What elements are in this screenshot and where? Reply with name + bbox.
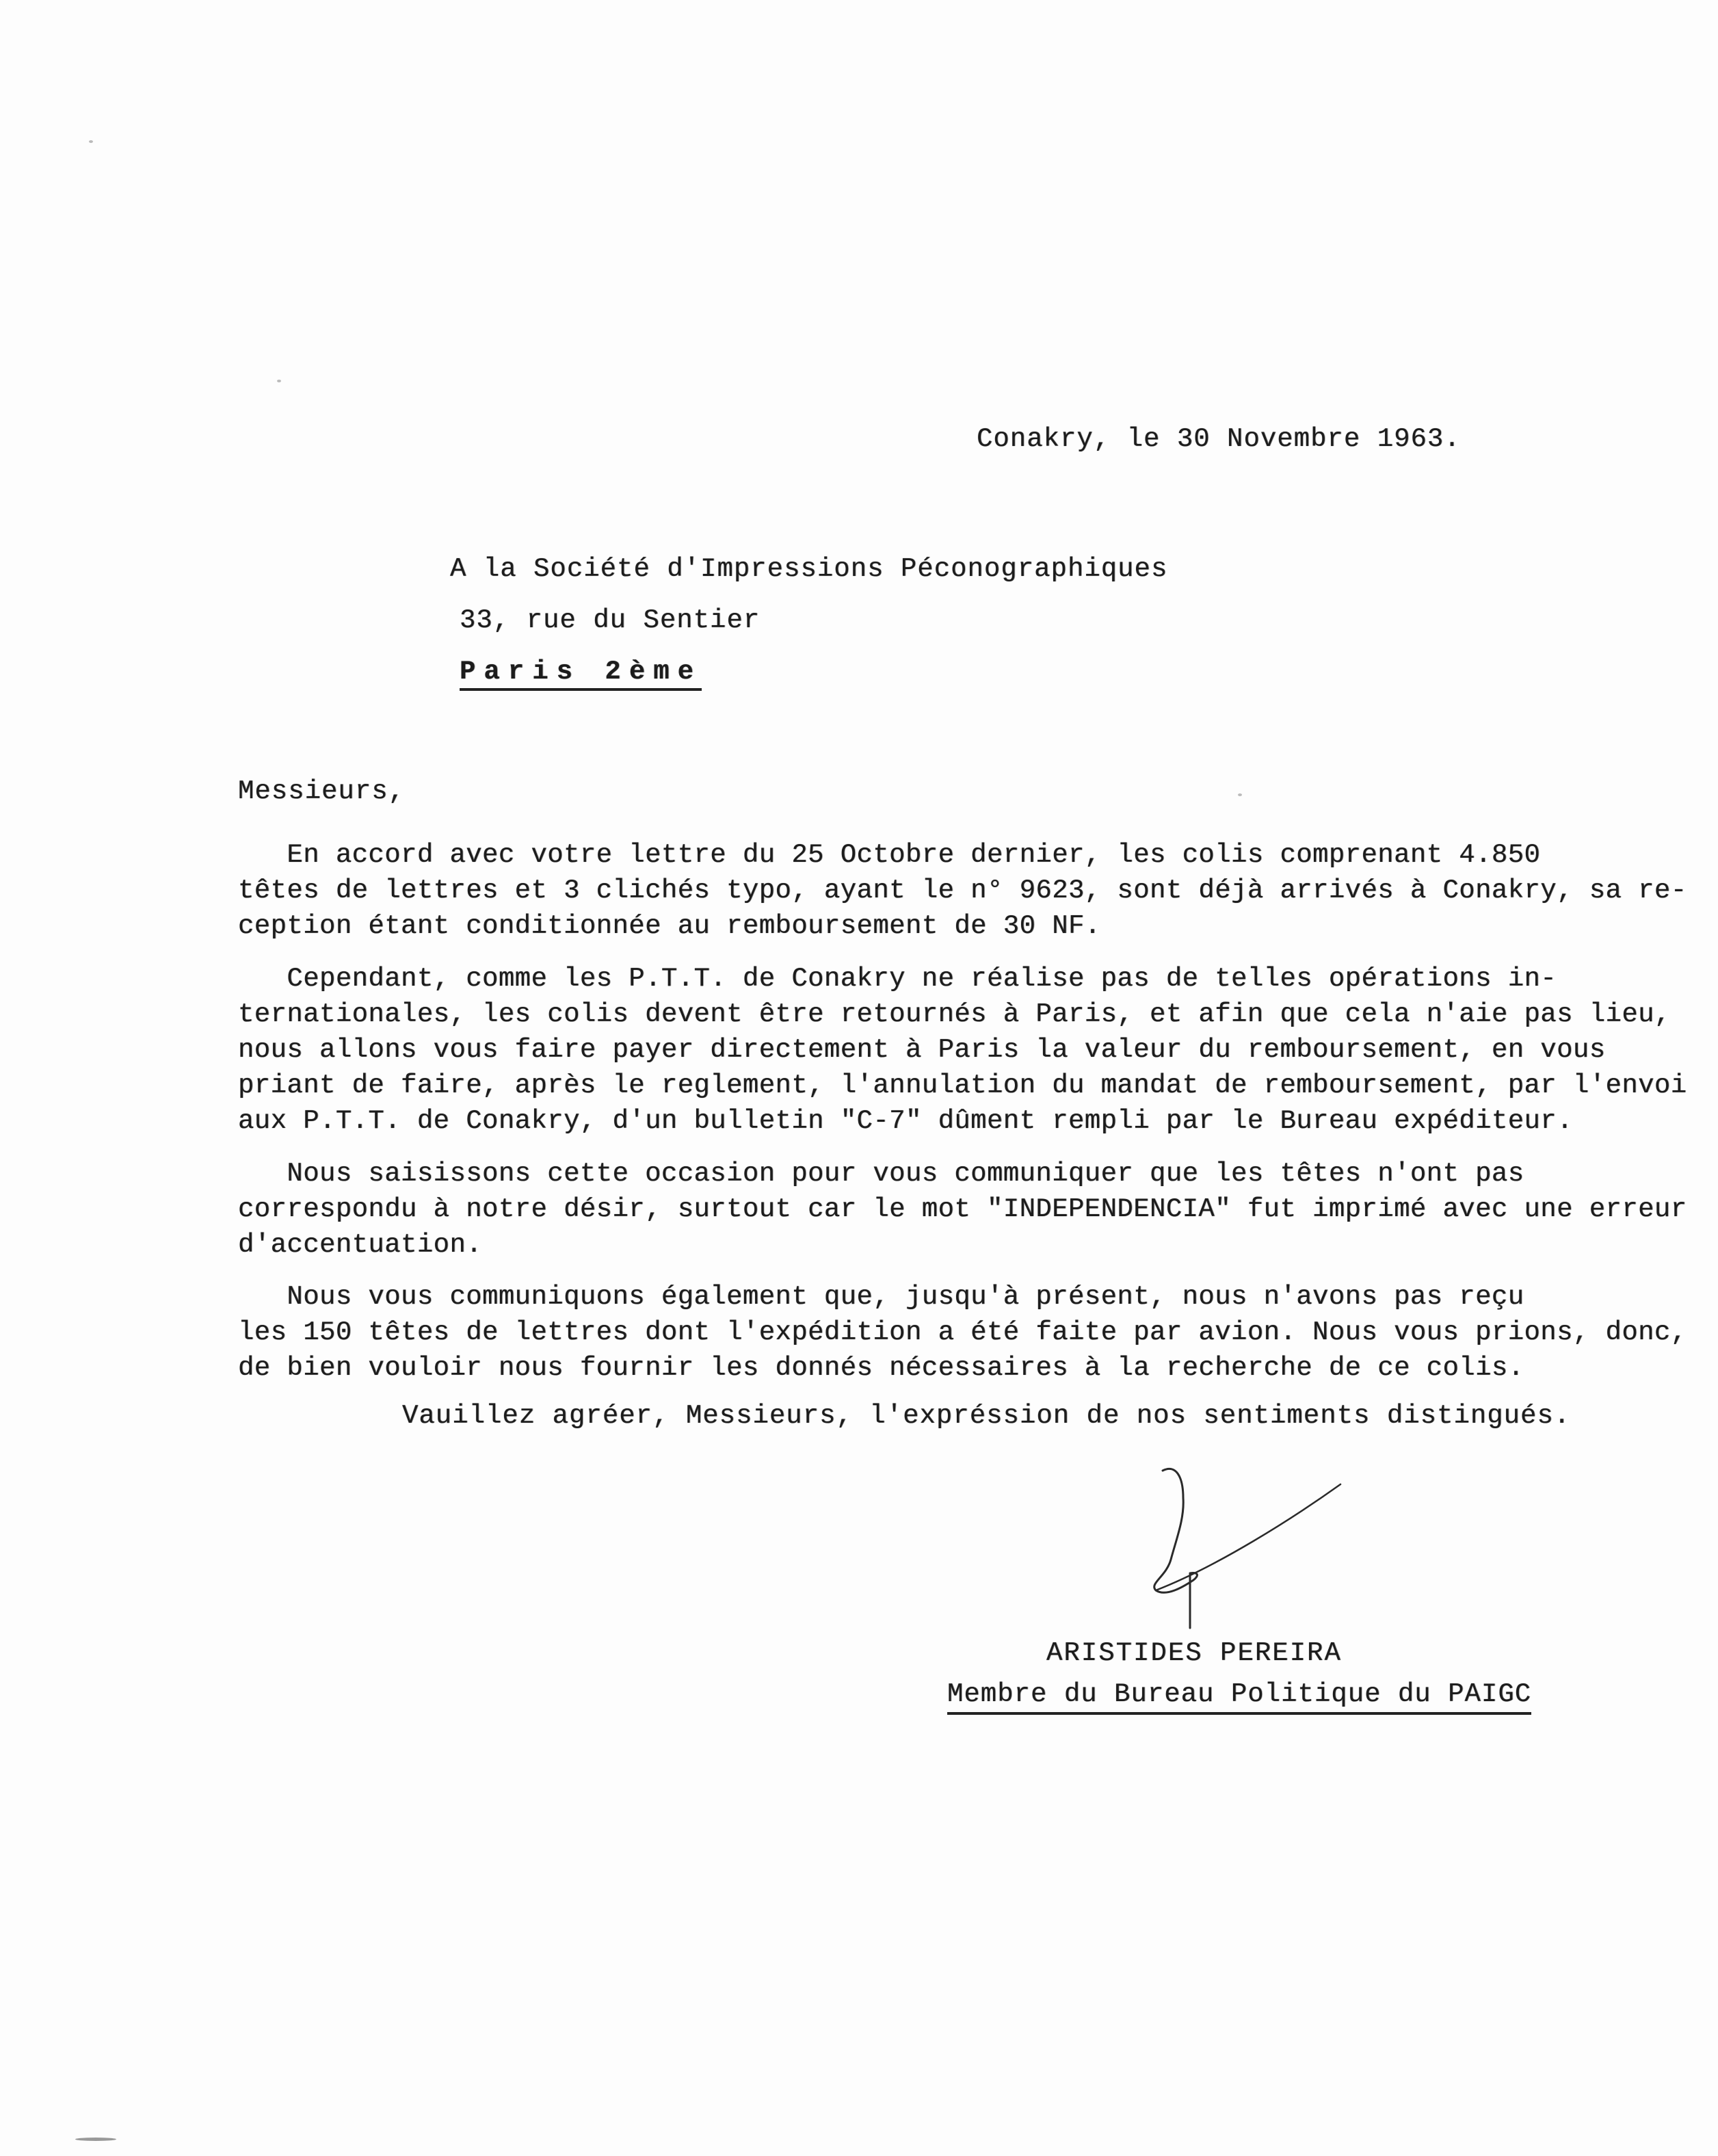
- paragraph-line: priant de faire, après le reglement, l'annulation du mandat de remboursement, par l'envoi: [238, 1070, 1687, 1101]
- letter-date: Conakry, le 30 Novembre 1963.: [977, 424, 1461, 454]
- paper-speck: [75, 2138, 116, 2141]
- paragraph-line: Nous vous communiquons également que, jusqu'à présent, nous n'avons pas reçu: [238, 1282, 1524, 1312]
- signer-name: ARISTIDES PEREIRA: [1046, 1638, 1342, 1668]
- salutation: Messieurs,: [238, 776, 406, 806]
- paragraph-line: d'accentuation.: [238, 1230, 483, 1260]
- closing-formula: Vauillez agréer, Messieurs, l'expréssion de nos sentiments distingués.: [402, 1401, 1571, 1431]
- paragraph-3: [238, 1156, 1687, 1263]
- paragraph-line: Nous saisissons cette occasion pour vous communiquer que les têtes n'ont pas: [238, 1159, 1524, 1189]
- recipient-street: 33, rue du Sentier: [460, 605, 761, 635]
- paragraph-line: les 150 têtes de lettres dont l'expédition a été faite par avion. Nous vous prions, donc,: [238, 1317, 1687, 1348]
- paragraph-line: ception étant conditionnée au remboursement de 30 NF.: [238, 911, 1101, 941]
- paper-speck: [277, 380, 281, 382]
- paragraph-4: [238, 1279, 1687, 1386]
- paragraph-line: de bien vouloir nous fournir les donnés nécessaires à la recherche de ce colis.: [238, 1353, 1524, 1383]
- paragraph-line: Cependant, comme les P.T.T. de Conakry ne réalise pas de telles opérations in-: [238, 964, 1557, 994]
- paper-speck: [1238, 793, 1242, 796]
- signer-title: Membre du Bureau Politique du PAIGC: [947, 1679, 1531, 1715]
- handwritten-signature: [1135, 1457, 1361, 1642]
- recipient-name: A la Société d'Impressions Péconographiques: [450, 554, 1168, 584]
- recipient-city: Paris 2ème: [460, 657, 702, 691]
- paragraph-line: aux P.T.T. de Conakry, d'un bulletin "C-7" dûment rempli par le Bureau expéditeur.: [238, 1106, 1573, 1136]
- paragraph-line: ternationales, les colis devent être retournés à Paris, et afin que cela n'aie pas lieu,: [238, 999, 1671, 1029]
- paragraph-1: [238, 837, 1687, 944]
- paragraph-line: têtes de lettres et 3 clichés typo, ayant le n° 9623, sont déjà arrivés à Conakry, sa re-: [238, 876, 1687, 906]
- paragraph-2: [238, 961, 1687, 1139]
- paragraph-line: En accord avec votre lettre du 25 Octobre dernier, les colis comprenant 4.850: [238, 840, 1541, 870]
- paragraph-line: correspondu à notre désir, surtout car le mot "INDEPENDENCIA" fut imprimé avec une erreur: [238, 1194, 1687, 1224]
- paper-speck: [89, 140, 93, 143]
- paragraph-line: nous allons vous faire payer directement à Paris la valeur du remboursement, en vous: [238, 1035, 1606, 1065]
